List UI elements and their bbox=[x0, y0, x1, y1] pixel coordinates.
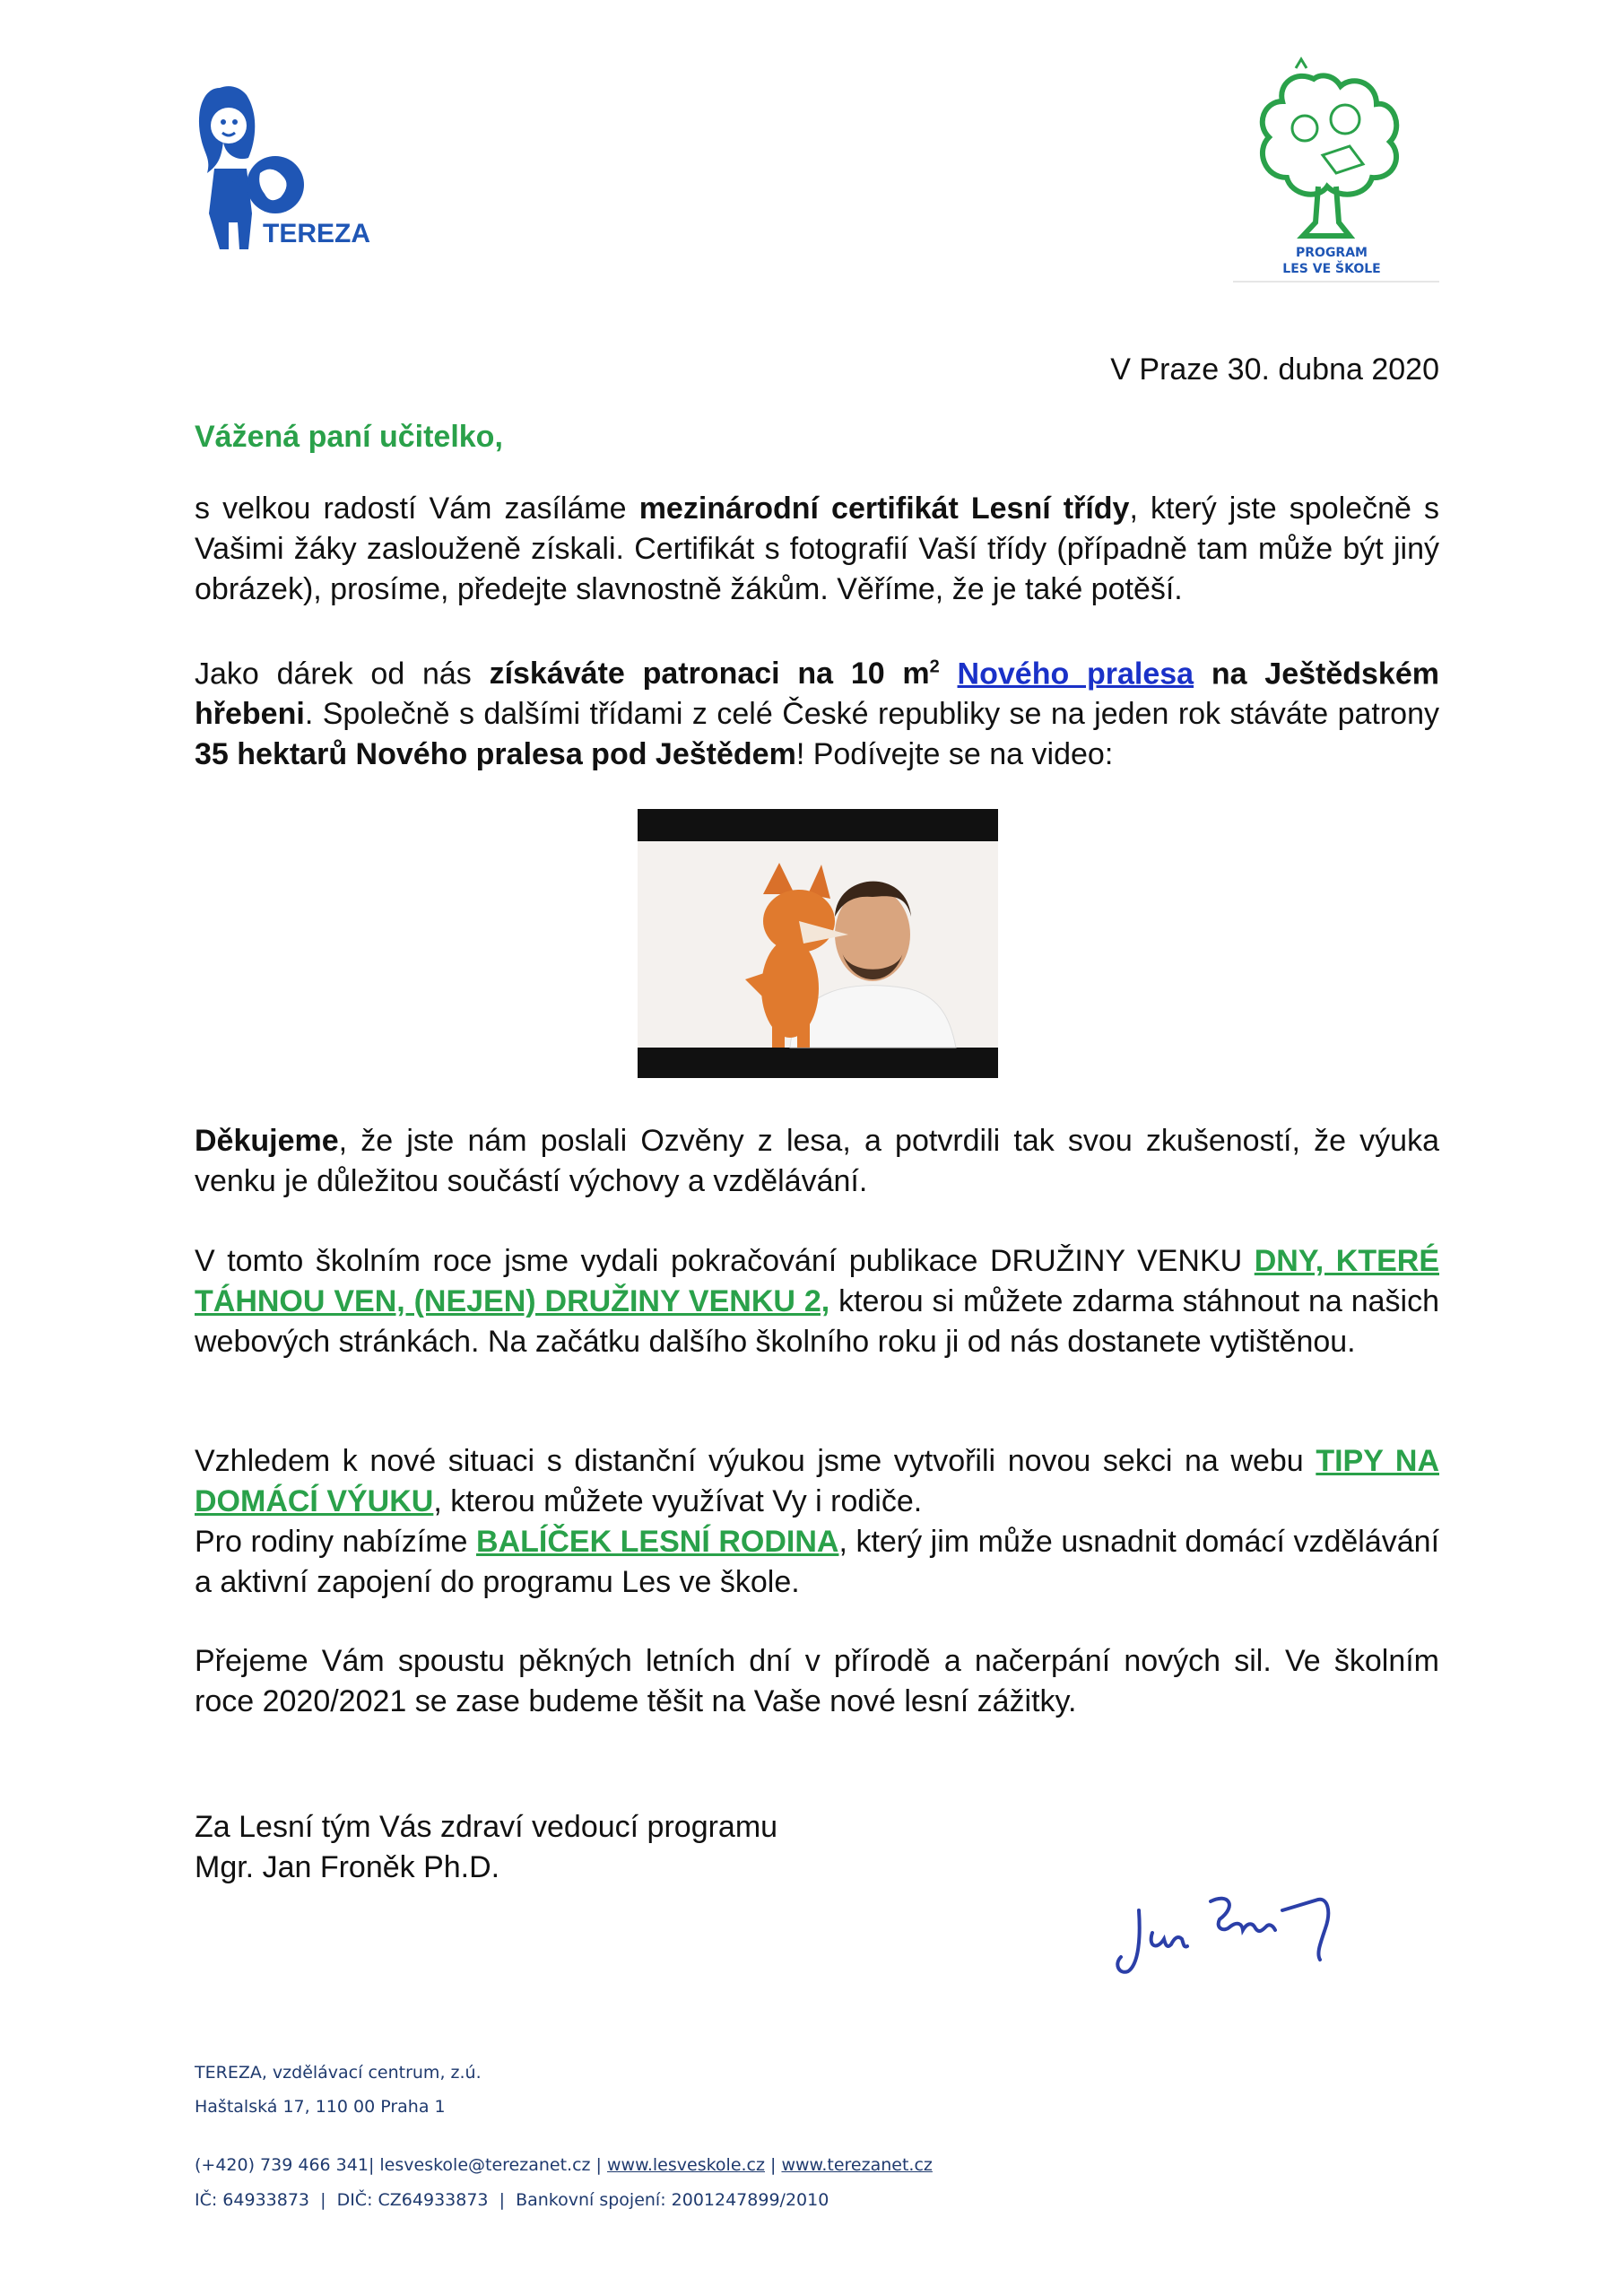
closing-signatory: Mgr. Jan Froněk Ph.D. bbox=[195, 1850, 500, 1884]
handwritten-signature bbox=[1112, 1874, 1381, 1991]
p1-text-a: s velkou radostí Vám zasíláme bbox=[195, 491, 639, 526]
footer-org: TEREZA, vzdělávací centrum, z.ú. bbox=[195, 2063, 482, 2083]
p2-bold-hreben: na Ještědském hřebeni bbox=[195, 657, 1439, 732]
p4-text-b: kterou si můžete zdarma stáhnout na našich webových stránkách. Na začátku dalšího školního roku ji od nás dostanete vytištěnou. bbox=[195, 1284, 1439, 1359]
program-logo-line1: PROGRAM bbox=[1296, 246, 1368, 260]
paragraph-wishes: Přejeme Vám spoustu pěkných letních dní v přírodě a načerpání nových sil. Ve školním roce 2020/2021 se zase budeme těšit na Vaše nové lesní zážitky. bbox=[195, 1644, 1439, 1718]
p2-text-d: . Společně s dalšími třídami z celé České republiky se na jeden rok stáváte patrony bbox=[304, 697, 1439, 732]
tereza-logo bbox=[193, 79, 399, 267]
link-druziny-venku-2[interactable]: DNY, KTERÉ TÁHNOU VEN, (NEJEN) DRUŽINY VENKU 2, bbox=[195, 1244, 1439, 1318]
p2-text-f: ! Podívejte se na video: bbox=[795, 737, 1114, 772]
footer-contacts: (+420) 739 466 341| lesveskole@terezanet.cz | www.lesveskole.cz | www.terezanet.cz bbox=[195, 2155, 933, 2175]
signature-icon bbox=[1112, 1874, 1381, 1991]
paragraph-patronage bbox=[195, 648, 1439, 775]
tereza-logo-text: TEREZA bbox=[263, 219, 370, 248]
paragraph-certificate bbox=[195, 489, 1439, 610]
video-thumbnail-man-with-fox-puppet-icon bbox=[638, 809, 998, 1078]
letter-date: V Praze 30. dubna 2020 bbox=[1110, 352, 1439, 387]
p3-text: , že jste nám poslali Ozvěny z lesa, a potvrdili tak svou zkušeností, že výuka venku je důležitou součástí výchovy a vzdělávání. bbox=[195, 1124, 1439, 1198]
link-tipy-na-domaci-vyuku[interactable]: TIPY NA DOMÁCÍ VÝUKU bbox=[195, 1444, 1439, 1518]
footer-link-terezanet[interactable]: www.terezanet.cz bbox=[781, 2155, 933, 2175]
p1-bold: mezinárodní certifikát Lesní třídy bbox=[638, 491, 1130, 526]
link-balicek-lesni-rodina[interactable]: BALÍČEK LESNÍ RODINA bbox=[476, 1525, 839, 1559]
p3-bold: Děkujeme bbox=[195, 1124, 339, 1158]
paragraph-publication bbox=[195, 1241, 1439, 1362]
p2-sup: 2 bbox=[929, 657, 940, 677]
tereza-girl-globe-icon bbox=[193, 79, 399, 267]
paragraph-tips bbox=[195, 1441, 1439, 1522]
p2-text-a: Jako dárek od nás bbox=[195, 657, 490, 691]
p4-text-a: V tomto školním roce jsme vydali pokračování publikace DRUŽINY VENKU bbox=[195, 1244, 1255, 1278]
p6-text-a: Pro rodiny nabízíme bbox=[195, 1525, 477, 1559]
footer-email: lesveskole@terezanet.cz bbox=[379, 2155, 591, 2175]
video-thumbnail[interactable] bbox=[638, 809, 998, 1078]
paragraph-thanks bbox=[195, 1121, 1439, 1202]
footer-ids: IČ: 64933873 | DIČ: CZ64933873 | Bankovní spojení: 2001247899/2010 bbox=[195, 2190, 829, 2210]
p5-text-a: Vzhledem k nové situaci s distanční výukou jsme vytvořili novou sekci na webu bbox=[195, 1444, 1316, 1478]
les-ve-skole-logo bbox=[1215, 52, 1448, 285]
greeting: Vážená paní učitelko, bbox=[195, 420, 503, 454]
p2-bold-patronage: získáváte patronaci na 10 $m^2$ bbox=[489, 657, 940, 691]
p6-text-b: , který jim může usnadnit domácí vzdělávání a aktivní zapojení do programu Les ve škole. bbox=[195, 1525, 1440, 1599]
tree-logo-icon bbox=[1215, 52, 1448, 285]
paragraph-family bbox=[195, 1522, 1439, 1603]
link-novy-prales[interactable]: Nového pralesa bbox=[957, 657, 1194, 691]
p1-text-c: , který jste společně s Vašimi žáky zaslouženě získali. Certifikát s fotografií Vaší třídy (případně tam může být jiný obrázek), prosíme, předejte slavnostně žákům. Věříme, že je také potěší. bbox=[195, 491, 1440, 606]
p5-text-b: , kterou můžete využívat Vy i rodiče. bbox=[433, 1484, 923, 1518]
program-logo-line2: LES VE ŠKOLE bbox=[1282, 262, 1381, 276]
footer-address: Haštalská 17, 110 00 Praha 1 bbox=[195, 2097, 446, 2117]
closing-line-1: Za Lesní tým Vás zdraví vedoucí programu bbox=[195, 1810, 778, 1844]
footer-link-lesveskole[interactable]: www.lesveskole.cz bbox=[606, 2155, 765, 2175]
p2-bold-hectares: 35 hektarů Nového pralesa pod Ještědem bbox=[195, 737, 796, 772]
footer-phone: (+420) 739 466 341 bbox=[195, 2155, 369, 2175]
